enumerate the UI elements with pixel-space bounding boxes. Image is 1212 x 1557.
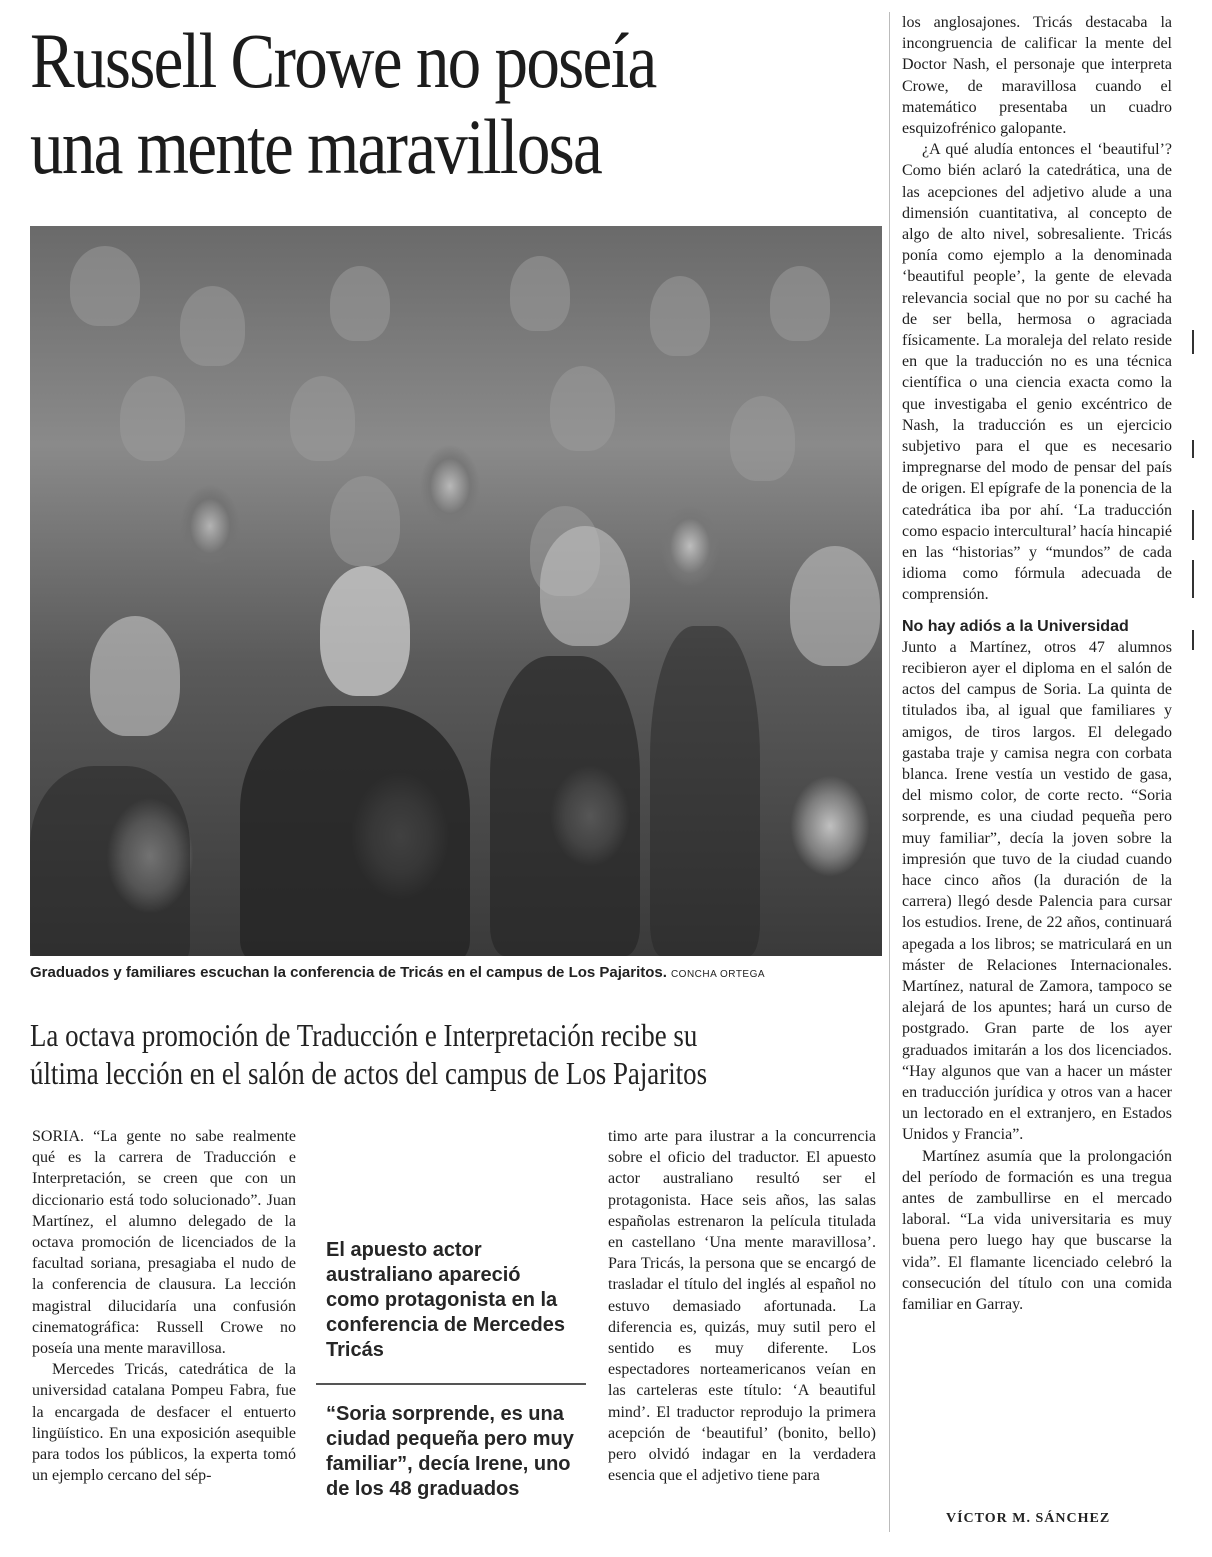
column-divider xyxy=(889,12,890,1532)
article-column-3 xyxy=(608,1126,876,1486)
adjacent-page-edge xyxy=(1188,330,1208,670)
paragraph: los anglosajones. Tricás destacaba la incongruencia de calificar la mente del Doctor Nash, el personaje que interpreta Crowe, de maravillosa cuando el matemático presentaba un cuadro esquizofrénico galopante. xyxy=(902,14,1172,138)
audience-photo xyxy=(30,226,882,956)
byline: VÍCTOR M. SÁNCHEZ xyxy=(946,1511,1111,1526)
subheadline xyxy=(30,1016,752,1092)
paragraph: Martínez asumía que la prolongación del período de formación es una tregua antes de zambullirse en el mercado laboral. “La vida universitaria es muy buena pero luego hay que buscarse la vida”. El flamante licenciado celebró la consecución del título con una comida familiar en Garray. xyxy=(902,1147,1172,1313)
subheadline-line-2: última lección en el salón de actos del campus de Los Pajaritos xyxy=(30,1055,708,1091)
paragraph: timo arte para ilustrar a la concurrencia sobre el oficio del traductor. El apuesto actor australiano resultó ser el protagonista. Hace seis años, las salas españolas estrenaron la película titulada en castellano ‘Una mente maravillosa’. Para Tricás, la persona que se encargó de trasladar el título del inglés al español no estuvo demasiado afortunada. La diferencia es, quizás, muy sutil pero el sentido es muy diferente. Los espectadores norteamericanos veían en las carteleras este título: ‘A beautiful mind’. El traductor reprodujo la primera acepción de ‘beautiful’ (bonito, bello) pero olvidó indagar en la verdadera esencia que el adjetivo tiene para xyxy=(608,1128,876,1485)
headline-line-2: una mente maravillosa xyxy=(30,103,602,190)
pull-quote-divider xyxy=(316,1383,586,1385)
headline xyxy=(30,18,770,190)
pull-quote-1: El apuesto actor australiano apareció como protagonista en la conferencia de Mercedes Tricás xyxy=(326,1239,565,1361)
headline-line-1: Russell Crowe no poseía xyxy=(30,17,656,104)
paragraph: Junto a Martínez, otros 47 alumnos recibieron ayer el diploma en el salón de actos del campus de Soria. La quinta de titulados iba, al igual que familiares y amigos, de tiros largos. El delegado gastaba traje y camisa negra con corbata blanca. Irene vestía un vestido de gasa, del mismo color, de corte recto. “Soria sorprende, es una ciudad pequeña pero muy familiar”, decía la joven sobre la impresión que tuvo de la ciudad cuando hace cinco años (la duración de la carrera) llegó desde Palencia para cursar los estudios. Irene, de 22 años, continuará apegada a los libros; se matriculará en un máster de Relaciones Internacionales. Martínez, natural de Zamora, tampoco se alejará de los apuntes; hará un curso de postgrado. Gran parte de los ayer graduados imitarán a los dos licenciados. “Hay algunos que van a hacer un máster en traducción jurídica y otros van a hacer un lectorado en el extranjero, en Estados Unidos y Francia”. xyxy=(902,638,1172,1144)
photo-credit: CONCHA ORTEGA xyxy=(670,969,766,980)
section-heading: No hay adiós a la Universidad xyxy=(902,617,1129,635)
paragraph: Mercedes Tricás, catedrática de la universidad catalana Pompeu Fabra, fue la encargada de desfacer el entuerto lingüístico. En una exposición asequible para todos los públicos, la experta tomó un ejemplo cercano del sép- xyxy=(32,1361,296,1485)
photo-caption xyxy=(30,964,890,981)
pull-quote-2: “Soria sorprende, es una ciudad pequeña pero muy familiar”, decía Irene, uno de los 48 graduados xyxy=(326,1403,574,1500)
article-column-4 xyxy=(902,12,1172,1315)
caption-text: Graduados y familiares escuchan la conferencia de Tricás en el campus de Los Pajaritos. xyxy=(30,964,667,981)
article-column-1 xyxy=(32,1126,296,1486)
subheadline-line-1: La octava promoción de Traducción e Interpretación recibe su xyxy=(30,1017,698,1053)
paragraph: SORIA. “La gente no sabe realmente qué es la carrera de Traducción e Interpretación, se creen que con un diccionario está todo solucionado”. Juan Martínez, el alumno delegado de la octava promoción de licenciados de la facultad soriana, presagiaba el nudo de la conferencia de clausura. La lección magistral dilucidaría una confusión cinematográfica: Russell Crowe no poseía una mente maravillosa. xyxy=(32,1128,296,1358)
paragraph: ¿A qué aludía entonces el ‘beautiful’? Como bién aclaró la catedrática, una de las acepciones del adjetivo alude a una dimensión cuantitativa, al concepto de algo de alto nivel, sobresaliente. Tricás ponía como ejemplo a la denominada ‘beautiful people’, la gente de elevada relevancia social que no por su caché ha de ser bella, hermosa o agraciada físicamente. La moraleja del relato reside en que la traducción no es una técnica científica o una ciencia exacta como la que investigaba el genio excéntrico de Nash, la traducción es un ejercicio subjetivo para el que es necesario impregnarse del modo de pensar del país de origen. El epígrafe de la ponencia de la catedrática iba por ahí. ‘La traducción como espacio intercultural’ hacía hincapié en las “historias” y “mundos” de cada idioma como fórmula adecuada de comprensión. xyxy=(902,141,1172,604)
